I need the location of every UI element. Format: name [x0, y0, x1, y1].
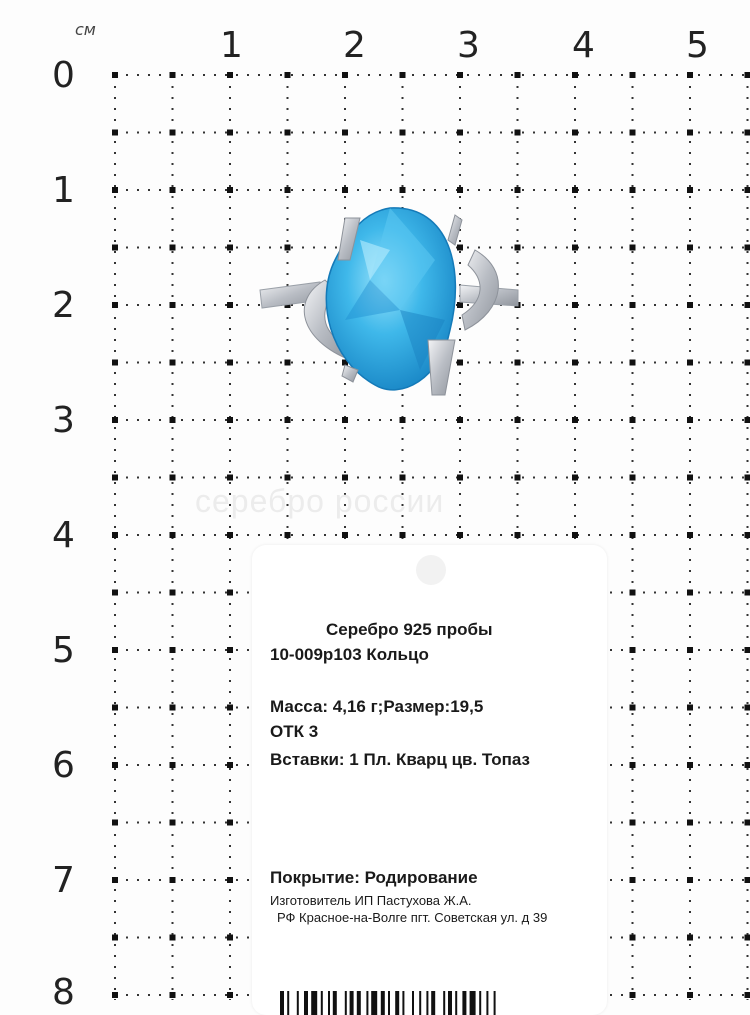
grid-node — [630, 820, 636, 826]
grid-node — [112, 590, 118, 596]
grid-node — [170, 992, 176, 998]
grid-node — [745, 762, 750, 768]
top-number-4: 4 — [572, 25, 595, 66]
grid-node — [457, 475, 463, 481]
grid-node — [687, 417, 693, 423]
grid-node — [227, 72, 233, 78]
grid-node — [687, 187, 693, 193]
grid-node — [572, 360, 578, 366]
grid-node — [687, 245, 693, 251]
grid-node — [227, 590, 233, 596]
grid-node — [170, 762, 176, 768]
grid-node — [170, 820, 176, 826]
grid-node — [687, 302, 693, 308]
grid-node — [170, 590, 176, 596]
grid-node — [745, 647, 750, 653]
grid-node — [630, 762, 636, 768]
barcode-bar — [431, 991, 435, 1015]
grid-node — [227, 130, 233, 136]
grid-node — [630, 877, 636, 883]
grid-node — [630, 705, 636, 711]
grid-node — [572, 245, 578, 251]
grid-node — [687, 820, 693, 826]
grid-node — [630, 417, 636, 423]
grid-node — [112, 992, 118, 998]
grid-node — [112, 647, 118, 653]
grid-node — [515, 72, 521, 78]
grid-node — [112, 302, 118, 308]
grid-node — [745, 417, 750, 423]
grid-node — [687, 130, 693, 136]
grid-node — [342, 475, 348, 481]
grid-node — [630, 992, 636, 998]
grid-node — [457, 532, 463, 538]
grid-node — [630, 360, 636, 366]
grid-node — [630, 590, 636, 596]
tag-article-line: 10-009р103 Кольцо — [270, 645, 429, 665]
grid-node — [745, 935, 750, 941]
barcode-bar — [381, 991, 385, 1015]
grid-node — [745, 245, 750, 251]
grid-node — [687, 532, 693, 538]
grid-node — [630, 245, 636, 251]
barcode-bar — [311, 991, 317, 1015]
grid-node — [285, 72, 291, 78]
grid-node — [630, 187, 636, 193]
grid-node — [745, 532, 750, 538]
grid-node — [630, 302, 636, 308]
grid-node — [745, 877, 750, 883]
grid-node — [400, 475, 406, 481]
grid-node — [227, 187, 233, 193]
barcode-bar — [470, 991, 476, 1015]
grid-node — [227, 360, 233, 366]
grid-node — [170, 360, 176, 366]
grid-node — [745, 130, 750, 136]
grid-node — [170, 935, 176, 941]
left-number-7: 7 — [52, 860, 75, 901]
grid-node — [112, 245, 118, 251]
barcode-bar — [486, 991, 488, 1015]
grid-node — [170, 532, 176, 538]
grid-node — [515, 532, 521, 538]
grid-node — [745, 992, 750, 998]
grid-node — [630, 935, 636, 941]
barcode-bar — [321, 991, 323, 1015]
grid-node — [687, 992, 693, 998]
grid-node — [687, 935, 693, 941]
grid-node — [630, 647, 636, 653]
grid-node — [342, 72, 348, 78]
grid-node — [687, 590, 693, 596]
grid-node — [227, 820, 233, 826]
grid-node — [227, 935, 233, 941]
barcode-bar — [448, 991, 452, 1015]
grid-node — [227, 302, 233, 308]
grid-node — [285, 417, 291, 423]
grid-node — [170, 302, 176, 308]
tag-inserts-line: Вставки: 1 Пл. Кварц цв. Топаз — [270, 750, 530, 770]
grid-node — [285, 130, 291, 136]
left-number-0: 0 — [52, 55, 75, 96]
grid-node — [687, 72, 693, 78]
grid-node — [112, 762, 118, 768]
grid-node — [687, 360, 693, 366]
barcode-bar — [297, 991, 299, 1015]
grid-node — [572, 72, 578, 78]
left-number-4: 4 — [52, 515, 75, 556]
grid-node — [342, 130, 348, 136]
grid-node — [112, 532, 118, 538]
top-number-5: 5 — [686, 25, 709, 66]
grid-node — [227, 417, 233, 423]
grid-node — [170, 187, 176, 193]
barcode-bar — [455, 991, 457, 1015]
tag-address-line: РФ Красное-на-Волге пгт. Советская ул. д 39 — [277, 910, 547, 925]
grid-node — [112, 360, 118, 366]
barcode-bar — [388, 991, 390, 1015]
grid-node — [515, 475, 521, 481]
top-number-2: 2 — [343, 25, 366, 66]
grid-node — [457, 417, 463, 423]
grid-node — [745, 187, 750, 193]
grid-node — [285, 475, 291, 481]
grid-node — [515, 130, 521, 136]
barcode-bar — [366, 991, 368, 1015]
grid-node — [630, 475, 636, 481]
top-number-1: 1 — [220, 25, 243, 66]
barcode-bar — [479, 991, 481, 1015]
grid-node — [112, 877, 118, 883]
barcode-bar — [357, 991, 361, 1015]
barcode-bar — [426, 991, 428, 1015]
left-number-6: 6 — [52, 745, 75, 786]
grid-node — [400, 130, 406, 136]
grid-node — [112, 130, 118, 136]
grid-node — [227, 647, 233, 653]
grid-node — [170, 417, 176, 423]
grid-node — [745, 302, 750, 308]
tag-metal-line: Серебро 925 пробы — [326, 620, 492, 640]
barcode-bar — [494, 991, 496, 1015]
grid-node — [572, 475, 578, 481]
grid-node — [227, 245, 233, 251]
tag-mass-size-line: Масса: 4,16 г;Размер:19,5 — [270, 697, 483, 717]
price-tag — [252, 545, 607, 1015]
grid-node — [227, 532, 233, 538]
barcode-bar — [402, 991, 404, 1015]
grid-node — [515, 417, 521, 423]
grid-node — [687, 475, 693, 481]
grid-node — [687, 705, 693, 711]
grid-node — [572, 130, 578, 136]
grid-node — [687, 647, 693, 653]
grid-node — [112, 475, 118, 481]
grid-node — [227, 762, 233, 768]
tag-otk-line: ОТК 3 — [270, 722, 318, 742]
grid-node — [227, 475, 233, 481]
tag-coating-line: Покрытие: Родирование — [270, 868, 478, 888]
barcode-bar — [395, 991, 399, 1015]
barcode-bar — [443, 991, 445, 1015]
left-number-8: 8 — [52, 972, 75, 1013]
barcode-bar — [462, 991, 466, 1015]
grid-node — [342, 532, 348, 538]
grid-node — [457, 72, 463, 78]
barcode-bar — [419, 991, 421, 1015]
grid-node — [227, 877, 233, 883]
left-number-1: 1 — [52, 170, 75, 211]
left-number-5: 5 — [52, 630, 75, 671]
barcode-bar — [333, 991, 337, 1015]
barcode-bar — [412, 991, 414, 1015]
grid-node — [630, 72, 636, 78]
grid-node — [170, 877, 176, 883]
grid-node — [687, 762, 693, 768]
grid-node — [170, 130, 176, 136]
grid-node — [745, 705, 750, 711]
grid-node — [572, 187, 578, 193]
grid-node — [112, 187, 118, 193]
grid-node — [400, 72, 406, 78]
barcode-bar — [371, 991, 377, 1015]
grid-node — [745, 820, 750, 826]
barcode-bar — [287, 991, 289, 1015]
grid-node — [170, 245, 176, 251]
barcode — [280, 991, 580, 1015]
grid-node — [227, 705, 233, 711]
grid-node — [400, 532, 406, 538]
tag-hole — [416, 555, 446, 585]
grid-node — [745, 72, 750, 78]
top-number-3: 3 — [457, 25, 480, 66]
watermark-text: серебро россии — [195, 483, 444, 520]
grid-node — [170, 705, 176, 711]
grid-node — [170, 72, 176, 78]
grid-node — [630, 130, 636, 136]
grid-node — [112, 72, 118, 78]
grid-node — [285, 532, 291, 538]
barcode-bar — [328, 991, 330, 1015]
barcode-bar — [304, 991, 308, 1015]
tag-manufacturer-line: Изготовитель ИП Пастухова Ж.А. — [270, 893, 472, 908]
barcode-bar — [280, 991, 284, 1015]
grid-node — [170, 475, 176, 481]
grid-node — [572, 532, 578, 538]
grid-node — [112, 705, 118, 711]
grid-node — [572, 417, 578, 423]
grid-node — [342, 417, 348, 423]
grid-node — [170, 647, 176, 653]
grid-node — [457, 130, 463, 136]
grid-node — [745, 475, 750, 481]
grid-node — [112, 820, 118, 826]
grid-node — [745, 360, 750, 366]
grid-node — [112, 417, 118, 423]
grid-node — [400, 417, 406, 423]
unit-label: см — [75, 20, 96, 39]
left-number-3: 3 — [52, 400, 75, 441]
grid-node — [572, 302, 578, 308]
grid-node — [630, 532, 636, 538]
ring-image — [250, 190, 530, 410]
grid-node — [687, 877, 693, 883]
grid-node — [745, 590, 750, 596]
barcode-bar — [345, 991, 347, 1015]
grid-node — [227, 992, 233, 998]
grid-node — [112, 935, 118, 941]
barcode-bar — [350, 991, 354, 1015]
left-number-2: 2 — [52, 285, 75, 326]
